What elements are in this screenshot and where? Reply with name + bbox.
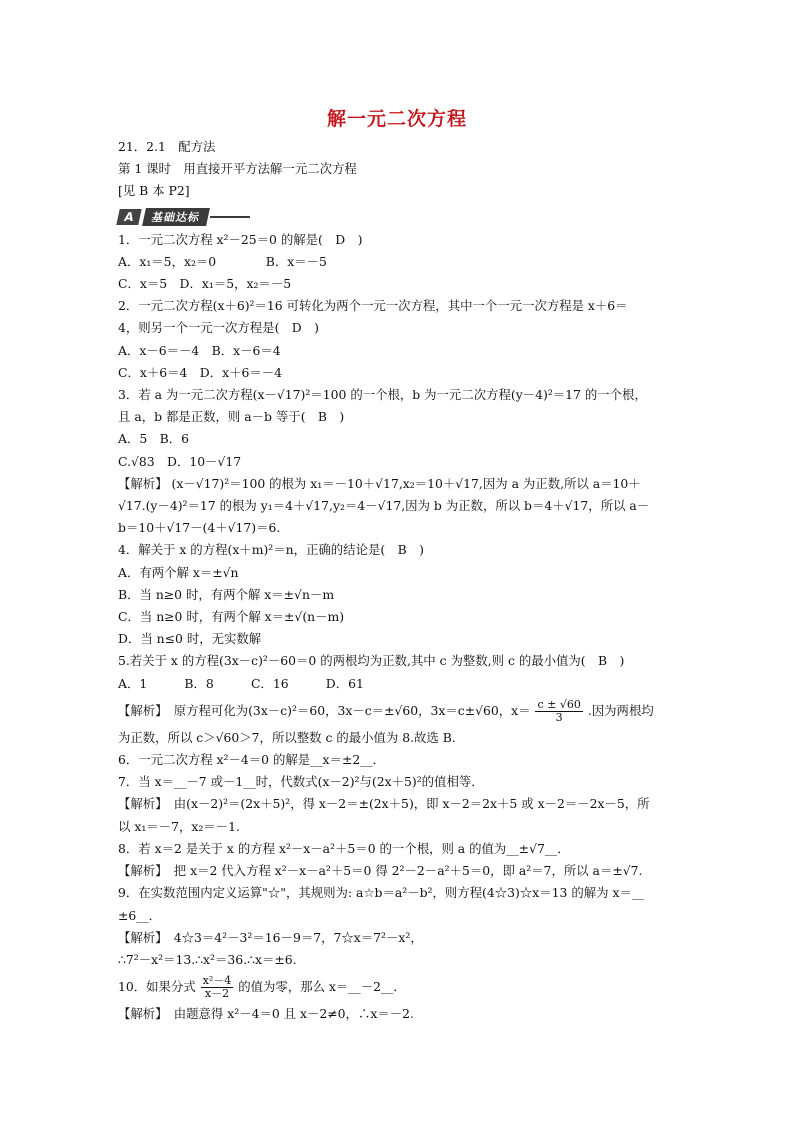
text-line: 1．一元二次方程 x²－25＝0 的解是( D ) (118, 231, 363, 247)
text-line: 9．在实数范围内定义运算"☆"，其规则为: a☆b＝a²－b²，则方程(4☆3)☆x＝13 的解为 x＝__ (118, 885, 645, 901)
analysis-line: 【解析】 (x－√17)²＝100 的根为 x₁＝－10＋√17,x₂＝10＋√17,因为 a 为正数,所以 a＝10＋ (118, 475, 641, 491)
question-line-with-fraction (118, 971, 678, 1003)
badge-underline (210, 216, 250, 218)
text-line: A．x₁＝5，x₂＝0 B．x＝－5 (118, 253, 327, 269)
level-letter-icon: A (116, 209, 141, 225)
text-line: C．x＋6＝4 D．x＋6＝－4 (118, 364, 283, 380)
fraction (535, 699, 582, 724)
text-line: 7．当 x＝__－7 或－1__时，代数式(x－2)²与(2x＋5)²的值相等． (118, 774, 484, 790)
fraction-numerator: x²－4 (202, 974, 232, 988)
analysis-line: 【解析】 把 x＝2 代入方程 x²－x－a²＋5＝0 得 2²－2－a²＋5＝0，即 a²＝7，所以 a＝±√7. (118, 863, 643, 879)
text-line: B．当 n≥0 时，有两个解 x＝±√n－m (118, 586, 335, 602)
text-line: 8．若 x＝2 是关于 x 的方程 x²－x－a²＋5＝0 的一个根，则 a 的值为__±√7__． (118, 840, 570, 856)
analysis-line: 以 x₁＝－7，x₂＝－1. (118, 818, 240, 834)
question-text: 10．如果分式 (118, 979, 196, 995)
fraction-denominator: 3 (555, 710, 563, 724)
analysis-text: .因为两根均 (587, 702, 654, 718)
section-heading: 21．2.1 配方法 (118, 139, 216, 154)
analysis-line-with-fraction (118, 695, 678, 727)
text-line: 6．一元二次方程 x²－4＝0 的解是__x＝±2__． (118, 752, 385, 768)
analysis-line: √17.(y－4)²＝17 的根为 y₁＝4＋√17,y₂＝4－√17,因为 b 为正数，所以 b＝4＋√17，所以 a－ (118, 498, 650, 514)
text-line: A．5 B．6 (118, 431, 189, 447)
document-title: 解一元二次方程 (326, 108, 467, 130)
analysis-line: 【解析】 由(x－2)²＝(2x＋5)²，得 x－2＝±(2x＋5)，即 x－2＝2x＋5 或 x－2＝－2x－5，所 (118, 796, 650, 812)
analysis-line: 【解析】 由题意得 x²－4＝0 且 x－2≠0，∴x＝－2. (118, 1006, 414, 1022)
text-line: A．有两个解 x＝±√n (118, 564, 239, 580)
question-lines (118, 229, 678, 1026)
text-line: 2．一元二次方程(x＋6)²＝16 可转化为两个一元一次方程，其中一个一元一次方程是 x＋6＝ (118, 298, 628, 314)
text-line: 5.若关于 x 的方程(3x－c)²－60＝0 的两根均为正数,其中 c 为整数,则 c 的最小值为( B ) (118, 653, 625, 669)
fraction-denominator: x－2 (204, 987, 230, 1001)
text-line: C.√83 D．10－√17 (118, 453, 242, 469)
document-body (118, 136, 678, 1025)
text-line: 3．若 a 为一元二次方程(x－√17)²＝100 的一个根，b 为一元二次方程(y－4)²＝17 的一个根， (118, 387, 647, 403)
text-line: 4，则另一个一元一次方程是( D ) (118, 320, 319, 336)
text-line: 4．解关于 x 的方程(x＋m)²＝n，正确的结论是( B ) (118, 542, 424, 558)
fraction-numerator: c ± √60 (537, 697, 581, 711)
text-line: A．x－6＝－4 B．x－6＝4 (118, 342, 281, 358)
book-reference: [见 B 本 P2] (118, 183, 190, 199)
basic-level-badge (118, 205, 678, 229)
lesson-heading: 第 1 课时 用直接开平方法解一元二次方程 (118, 161, 357, 177)
text-line: 为正数，所以 c＞√60＞7，所以整数 c 的最小值为 8.故选 B. (118, 729, 456, 745)
analysis-line: b＝10＋√17－(4＋√17)＝6. (118, 520, 281, 536)
text-line: 且 a，b 都是正数，则 a－b 等于( B ) (118, 409, 345, 425)
question-text: 的值为零，那么 x＝__－2__． (238, 979, 406, 995)
analysis-line: 【解析】 4☆3＝4²－3²＝16－9＝7，7☆x＝7²－x²， (118, 929, 423, 945)
text-line: D．当 n≤0 时，无实数解 (118, 631, 262, 647)
level-label: 基础达标 (142, 208, 210, 226)
text-line: C．当 n≥0 时，有两个解 x＝±√(n－m) (118, 609, 345, 625)
text-line: A．1 B．8 C．16 D．61 (118, 675, 364, 691)
analysis-line: ∴7²－x²＝13.∴x²＝36.∴x＝±6. (118, 951, 297, 967)
analysis-text: 【解析】 原方程可化为(3x－c)²＝60，3x－c＝±√60，3x＝c±√60，x＝ (118, 702, 531, 718)
text-line: ±6__． (118, 907, 162, 923)
text-line: C．x＝5 D．x₁＝5，x₂＝－5 (118, 276, 292, 292)
fraction (201, 975, 234, 1000)
